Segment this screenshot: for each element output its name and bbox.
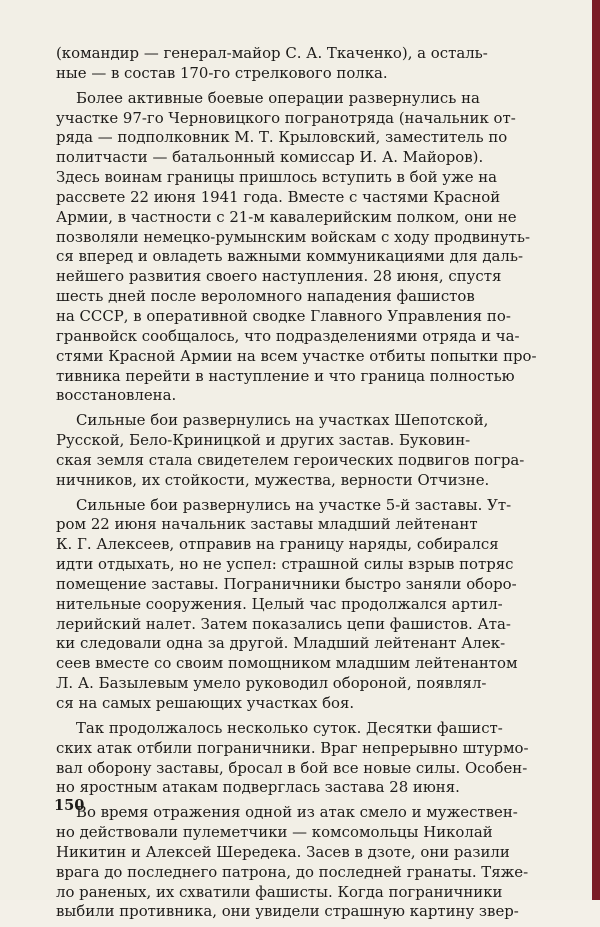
paragraph [56, 719, 531, 798]
text-line: ская земля стала свидетелем героических подвигов погра- [56, 450, 525, 469]
text-line: Армии, в частности с 21-м кавалерийским полком, они не [56, 207, 517, 226]
text-line: ром 22 июня начальник заставы младший лейтенант [56, 515, 478, 534]
text-line: позволяли немецко-румынским войскам с ходу продвинуть- [56, 227, 531, 246]
text-line: (командир — генерал-майор С. А. Ткаченко), а осталь- [56, 44, 488, 62]
text-line: на СССР, в оперативной сводке Главного Управления по- [56, 306, 511, 325]
text-line: помещение заставы. Пограничники быстро заняли оборо- [56, 574, 517, 593]
text-line: ло раненых, их схватили фашисты. Когда пограничники [56, 882, 503, 901]
text-line: Л. А. Базылевым умело руководил обороной, появлял- [56, 674, 487, 693]
text-line: Здесь воинам границы пришлось вступить в бой уже на [56, 168, 498, 187]
text-line: нительные сооружения. Целый час продолжался артил- [56, 594, 503, 613]
text-line: участке 97-го Черновицкого погранотряда (начальник от- [56, 108, 516, 127]
text-line: врага до последнего патрона, до последней гранаты. Тяже- [56, 862, 529, 881]
text-line: Более активные боевые операции развернулись на [76, 88, 480, 107]
text-line: Сильные бои развернулись на участках Шепотской, [76, 411, 489, 430]
text-line: выбили противника, они увидели страшную картину звер- [56, 902, 519, 921]
text-line: политчасти — батальонный комиссар И. А. Майоров). [56, 148, 484, 167]
text-line: ничников, их стойкости, мужества, верности Отчизне. [56, 470, 490, 489]
text-line: тивника перейти в наступление и что граница полностью [56, 366, 515, 385]
text-line: ные — в состав 170-го стрелкового полка. [56, 63, 388, 82]
text-line: но яростным атакам подверглась застава 28 июня. [56, 778, 460, 797]
text-line: идти отдыхать, но не успел: страшной силы взрыв потряс [56, 555, 514, 574]
text-line: ки следовали одна за другой. Младший лейтенант Алек- [56, 634, 506, 653]
text-line: рассвете 22 июня 1941 года. Вместе с частями Красной [56, 187, 501, 206]
paragraph [56, 44, 531, 84]
text-line: стями Красной Армии на всем участке отбиты попытки про- [56, 346, 537, 365]
paragraph [56, 496, 531, 714]
paragraph [56, 803, 531, 922]
text-line: К. Г. Алексеев, отправив на границу наряды, собирался [56, 535, 499, 554]
text-line: ся на самых решающих участках боя. [56, 694, 355, 712]
page-text-block [56, 44, 537, 927]
text-line: ряда — подполковник М. Т. Крыловский, заместитель по [56, 128, 508, 147]
text-line: ских атак отбили пограничники. Враг непрерывно штурмо- [56, 738, 529, 757]
text-line: сеев вместе со своим помощником младшим лейтенантом [56, 654, 518, 673]
text-line: но действовали пулеметчики — комсомольцы Николай [56, 823, 493, 842]
book-spine-edge [592, 0, 600, 900]
text-line: Сильные бои развернулись на участке 5-й заставы. Ут- [76, 495, 512, 514]
text-line: Русской, Бело-Криницкой и других застав. Буковин- [56, 431, 471, 450]
text-line: вал оборону заставы, бросал в бой все новые силы. Особен- [56, 758, 528, 777]
text-line: восстановлена. [56, 386, 177, 405]
text-line: лерийский налет. Затем показались цепи фашистов. Ата- [56, 614, 511, 633]
page-number: 150 [54, 797, 85, 814]
paragraph [56, 411, 531, 490]
text-line: Никитин и Алексей Шередека. Засев в дзоте, они разили [56, 842, 510, 861]
text-line: гранвойск сообщалось, что подразделениями отряда и ча- [56, 326, 520, 345]
text-line: Так продолжалось несколько суток. Десятки фашист- [76, 718, 503, 737]
text-line: нейшего развития своего наступления. 28 июня, спустя [56, 267, 502, 286]
text-line: шесть дней после вероломного нападения фашистов [56, 287, 475, 306]
text-line: Во время отражения одной из атак смело и мужествен- [76, 803, 518, 822]
paragraph [56, 88, 537, 407]
text-line: ся вперед и овладеть важными коммуникациями для даль- [56, 247, 523, 266]
